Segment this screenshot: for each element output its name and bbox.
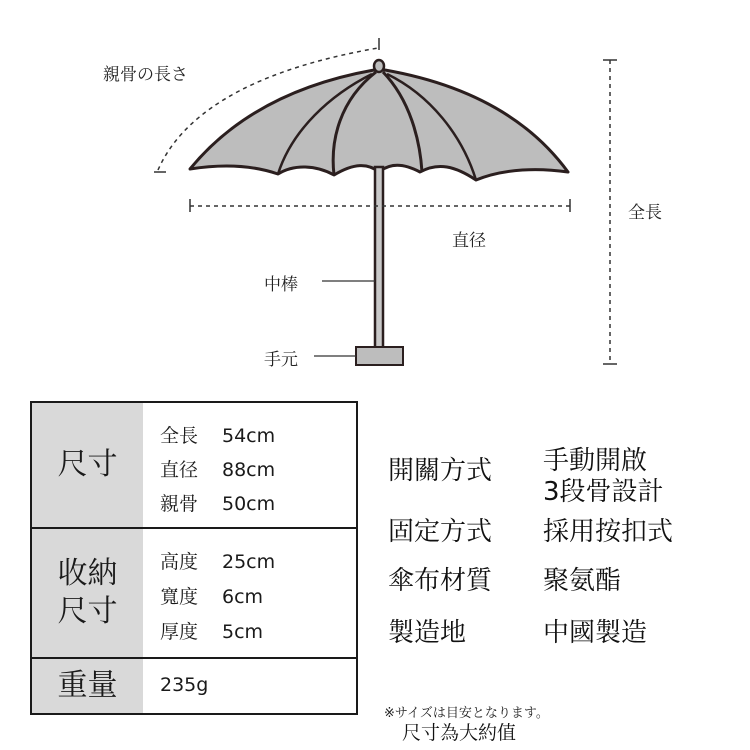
info-value-origin: 中國製造 (543, 618, 648, 648)
weight-values (143, 659, 356, 713)
info-label-origin: 製造地 (388, 618, 467, 648)
size-row (32, 403, 356, 527)
spec-line-thickness (160, 617, 263, 644)
spec-table (30, 401, 358, 715)
spec-value: 6cm (222, 586, 264, 608)
spec-line-rib (160, 489, 275, 516)
spec-key: 寬度 (160, 586, 199, 608)
size-note-jp: ※サイズは目安となります。 (384, 706, 549, 721)
spec-line-width (160, 582, 263, 609)
info-label-open-close: 開關方式 (388, 456, 493, 486)
shaft-label: 中棒 (264, 275, 298, 295)
size-note-zh: 尺寸為大約值 (402, 722, 517, 744)
spec-key: 厚度 (160, 621, 199, 643)
info-value-fastening: 採用按扣式 (543, 517, 674, 547)
folded-size-header (32, 529, 143, 657)
spec-line-height (160, 547, 275, 574)
info-label-material: 傘布材質 (388, 566, 493, 596)
folded-size-values (143, 529, 356, 657)
umbrella-handle (356, 347, 403, 365)
weight-row (32, 659, 356, 713)
folded-size-row (32, 529, 356, 657)
spec-key: 高度 (160, 551, 199, 573)
spec-line-total-length (160, 421, 275, 448)
spec-key: 全長 (160, 425, 199, 447)
weight-value: 235g (160, 674, 209, 696)
size-header: 尺寸 (32, 403, 143, 527)
spec-key: 親骨 (160, 493, 199, 515)
spec-value: 54cm (222, 425, 276, 447)
umbrella-tip (374, 60, 384, 72)
handle-label: 手元 (264, 350, 298, 370)
spec-key: 直径 (160, 459, 199, 481)
spec-value: 5cm (222, 621, 264, 643)
folded-header-line1: 收納 (57, 556, 118, 591)
total-length-label: 全長 (628, 203, 662, 223)
info-value-open-close-line2: 3段骨設計 (543, 477, 664, 507)
folded-header-line2: 尺寸 (57, 594, 118, 629)
rib-length-label: 親骨の長さ (103, 65, 188, 85)
size-values (143, 403, 356, 527)
info-value-material: 聚氨酯 (543, 566, 622, 596)
spec-value: 88cm (222, 459, 276, 481)
weight-header: 重量 (32, 659, 143, 713)
spec-line-diameter (160, 455, 275, 482)
spec-value: 25cm (222, 551, 276, 573)
diameter-label: 直径 (452, 231, 486, 251)
info-value-open-close-line1: 手動開啟 (543, 446, 648, 476)
spec-value: 50cm (222, 493, 276, 515)
umbrella-shaft (375, 167, 383, 349)
umbrella-canopy (190, 70, 568, 180)
info-label-fastening: 固定方式 (388, 517, 493, 547)
